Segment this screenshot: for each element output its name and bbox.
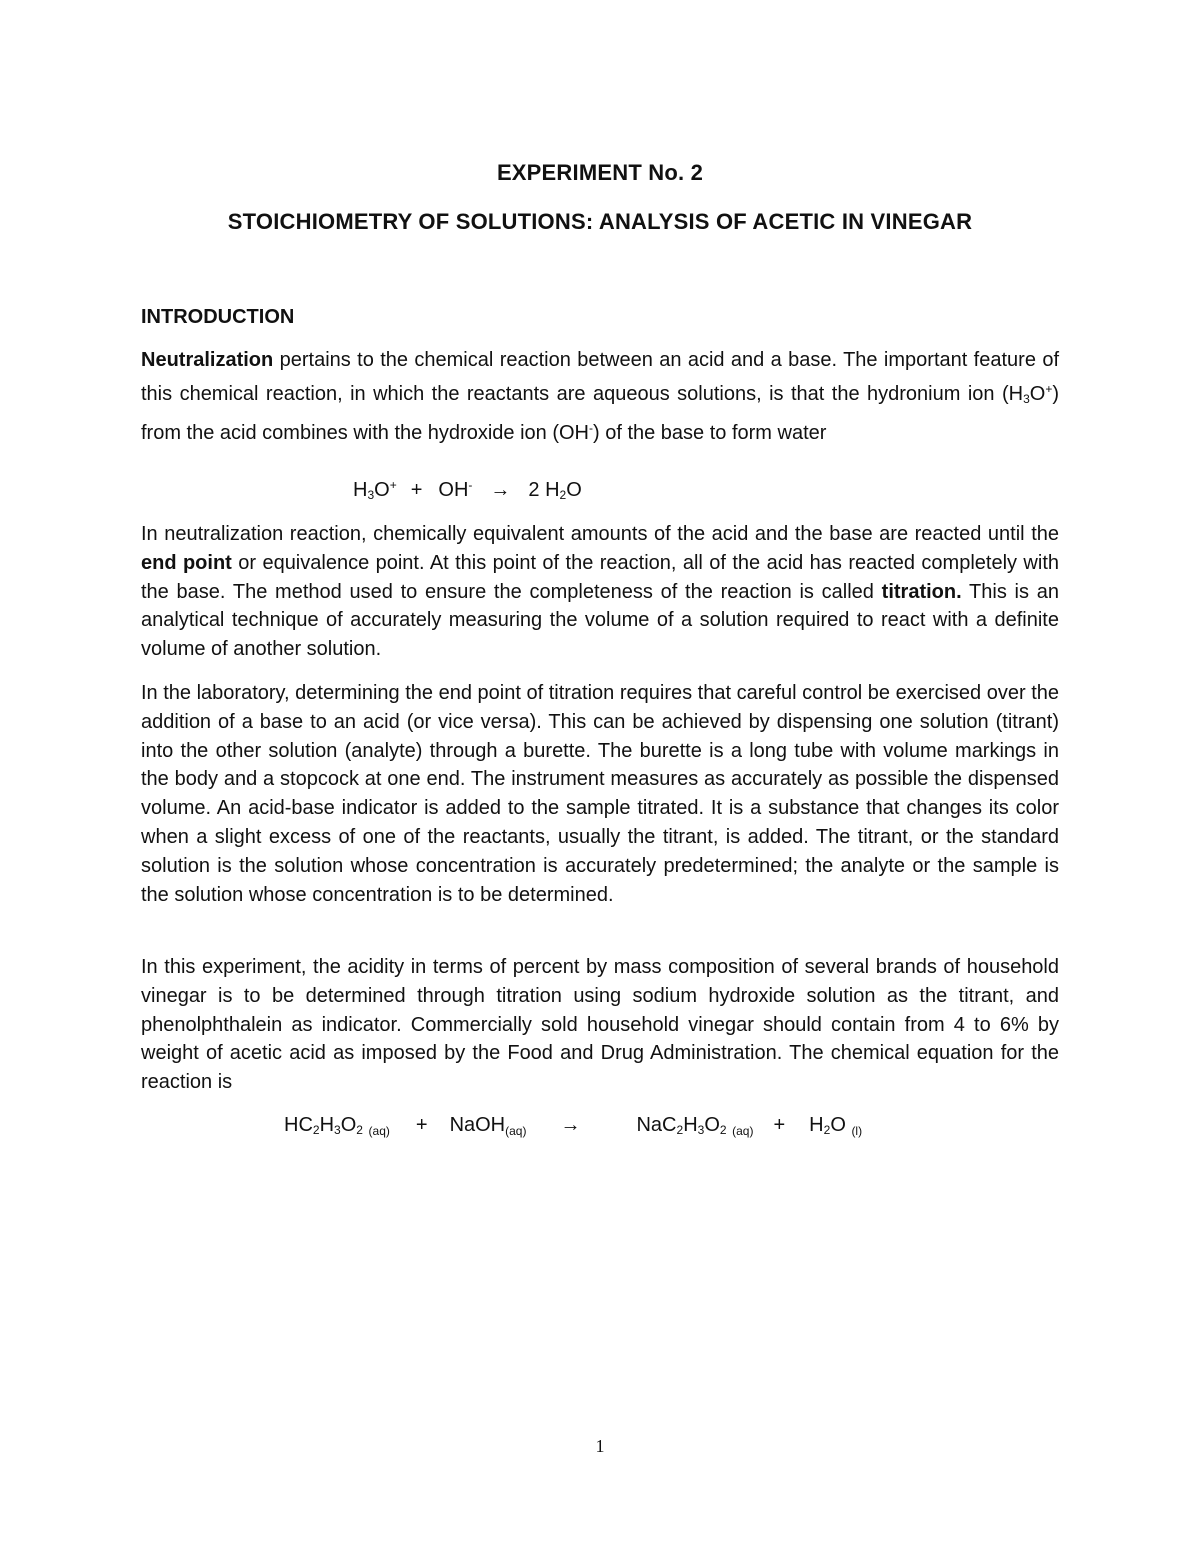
eq-state: (aq)	[368, 1124, 390, 1138]
paragraph-text: This is an analytical technique of accurately measuring the volume of a solution required to react with a definite volume of another solution.	[141, 580, 1059, 661]
eq-state: (aq)	[732, 1124, 754, 1138]
experiment-title: EXPERIMENT No. 2	[496, 160, 704, 185]
eq-term: O	[830, 1114, 846, 1136]
eq-state: (l)	[851, 1124, 863, 1138]
equation-acetic-acid-naoh: $HC_2H_3O_2$ $_{(aq)}$ + NaOH$_{(aq)}$ → $NaC_2H_3O_2$ $_{(aq)} + H_2O$ $_{(l)}$	[284, 1114, 863, 1138]
paragraph-neutralization: Neutralization pertains to the chemical reaction between an acid and a base. The important feature of this chemical reaction, in which the reactants are aqueous solutions, is that the hydronium ion $(H_3O^+)$ from the acid combines with the hydroxide ion (OH-) of the base to form water	[141, 349, 1059, 444]
experiment-subtitle: STOICHIOMETRY OF SOLUTIONS: ANALYSIS OF ACETIC IN VINEGAR	[227, 209, 973, 234]
eq-state: (aq)	[505, 1124, 527, 1138]
eq-arrow: →	[560, 1114, 581, 1136]
paragraph-end-point	[141, 520, 1059, 664]
eq-term: 2 H	[528, 479, 560, 501]
eq-term: H	[809, 1114, 824, 1136]
term-neutralization: Neutralization	[141, 349, 274, 371]
paragraph-experiment: In this experiment, the acidity in terms of percent by mass composition of several brands of household vinegar is to be determined through titration using sodium hydroxide solution as the titrant, and phenolphthalein as indicator. Commercially sold household vinegar should contain from 4 to 6% by weight of acetic acid as imposed by the Food and Drug Administration. The chemical equation for the reaction is	[141, 956, 1059, 1094]
eq-term: O	[566, 479, 582, 501]
eq-term: H	[683, 1114, 698, 1136]
term-end-point: end point	[141, 551, 232, 574]
eq-term: O	[704, 1114, 720, 1136]
eq-term: H	[353, 479, 368, 501]
eq-term: O	[340, 1114, 357, 1136]
eq-plus: +	[410, 479, 423, 501]
eq-arrow: →	[490, 479, 511, 501]
eq-term: H	[319, 1114, 335, 1136]
paragraph-text: In neutralization reaction, chemically equivalent amounts of the acid and the base are reacted until the	[141, 523, 1059, 545]
section-heading-introduction: INTRODUCTION	[141, 306, 295, 328]
eq-term: NaC	[636, 1114, 677, 1136]
equation-neutralization: $H_3O^+ + OH^- \to 2$ $H_2O$	[353, 478, 582, 502]
paragraph-text: ) from the acid combines with the hydroxide ion (OH	[141, 382, 1059, 444]
eq-plus: +	[773, 1114, 786, 1136]
eq-term: O	[374, 479, 390, 501]
paragraph-laboratory: In the laboratory, determining the end point of titration requires that careful control be exercised over the addition of a base to an acid (or vice versa). This can be achieved by dispensing one solution (titrant) into the other solution (analyte) through a burette. The burette is a long tube with volume markings in the body and a stopcock at one end. The instrument measures as accurately as possible the dispensed volume. An acid-base indicator is added to the sample titrated. It is a substance that changes its color when a slight excess of one of the reactants, usually the titrant, is added. The titrant, or the standard solution is the solution whose concentration is accurately predetermined; the analyte or the sample is the solution whose concentration is to be determined.	[141, 682, 1059, 906]
eq-term: NaOH	[449, 1114, 506, 1136]
paragraph-text: O	[1029, 382, 1046, 405]
term-titration: titration.	[881, 580, 962, 603]
eq-term: OH	[438, 479, 469, 501]
page-number: 1	[595, 1436, 605, 1456]
paragraph-text: ) of the base to form water	[592, 421, 827, 444]
eq-plus: +	[415, 1114, 428, 1136]
paragraph-text: pertains to the chemical reaction between an acid and a base. The important feature of this chemical reaction, in which the reactants are aqueous solutions, is that the hydronium ion (H	[141, 349, 1059, 405]
eq-term: HC	[284, 1114, 313, 1136]
paragraph-text: or equivalence point. At this point of the reaction, all of the acid has reacted completely with the base. The method used to ensure the completeness of the reaction is called	[141, 551, 1060, 603]
